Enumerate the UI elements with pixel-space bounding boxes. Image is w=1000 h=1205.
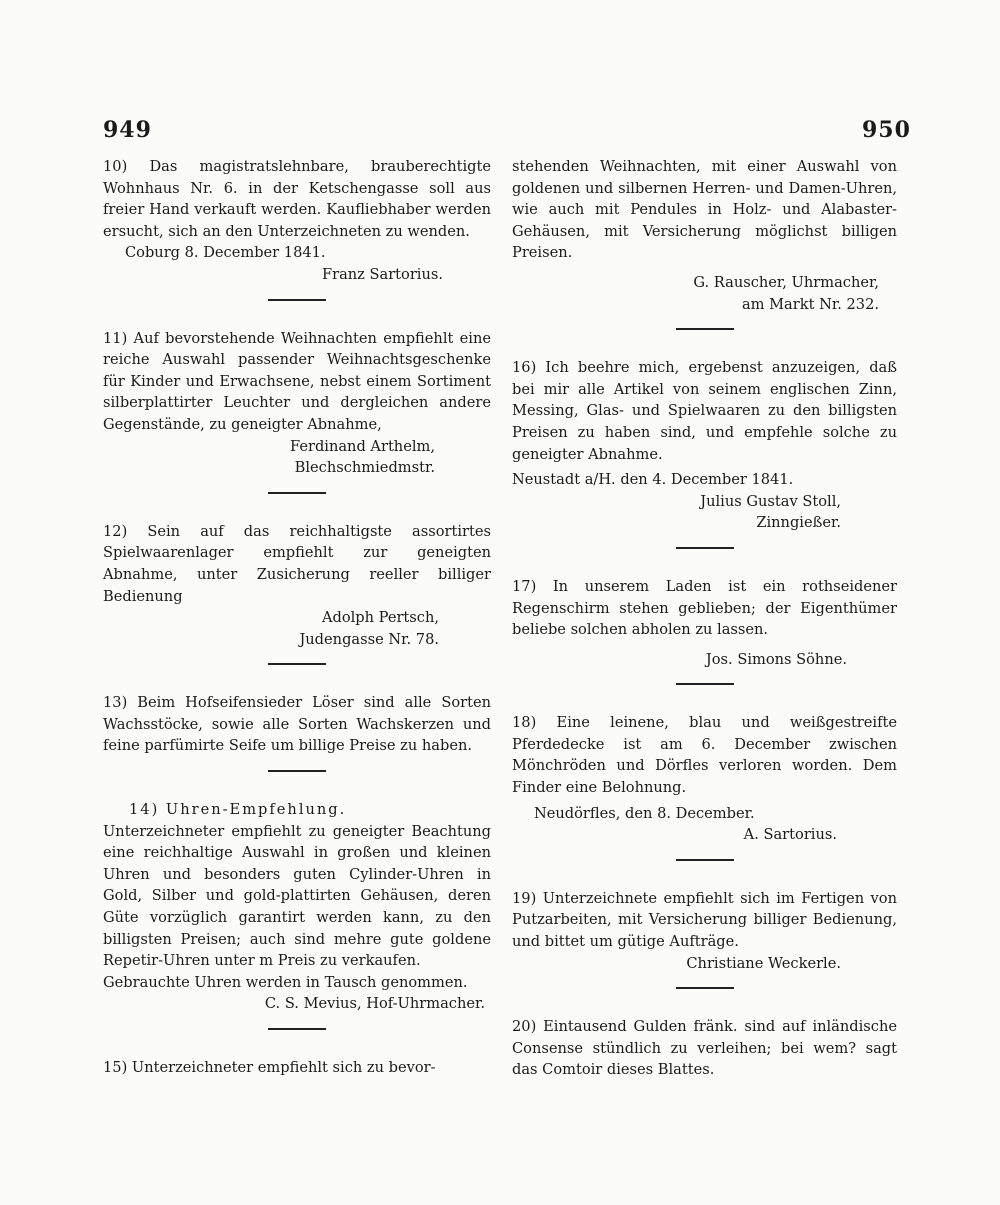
separator-rule xyxy=(268,770,326,772)
notice-18-text: 18) Eine leinene, blau und weißgestreifte Pferdedecke ist am 6. December zwischen Mönchröden und Dörfles verloren worden. Dem Finder eine Belohnung. xyxy=(512,714,897,797)
notice-16-signature: Julius Gustav Stoll, Zinngießer. xyxy=(700,492,841,532)
notice-16 xyxy=(512,357,897,534)
notice-19 xyxy=(512,888,897,974)
notice-16-text: 16) Ich beehre mich, ergebenst anzuzeigen, daß bei mir alle Artikel von seinem englischen Zinn, Messing, Glas- und Spielwaaren zu den billigsten Preisen zu haben sind, und empfehle solche zu geneigter Abnahme. xyxy=(512,359,897,463)
notice-10 xyxy=(103,156,491,286)
notice-14-text-2: Gebrauchte Uhren werden in Tausch genommen. xyxy=(103,973,468,991)
notice-10-place-date: Coburg 8. December 1841. xyxy=(125,244,326,262)
notice-10-signature: Franz Sartorius. xyxy=(321,265,443,283)
notice-16-place-date: Neustadt a/H. den 4. December 1841. xyxy=(512,471,794,489)
notice-19-signature: Christiane Weckerle. xyxy=(686,954,841,972)
notice-17 xyxy=(512,576,897,670)
separator-rule xyxy=(676,547,734,549)
separator-rule xyxy=(268,299,326,301)
notice-11-text: 11) Auf bevorstehende Weihnachten empfiehlt eine reiche Auswahl passender Weihnachtsgeschenke für Kinder und Erwachsene, nebst einem Sortiment silberplattirter Leuchter und dergleichen andere Gegenstände, zu geneigter Abnahme, xyxy=(103,329,491,433)
notice-15-start xyxy=(103,1057,491,1079)
notice-20 xyxy=(512,1016,897,1081)
separator-rule xyxy=(676,987,734,989)
separator-rule xyxy=(268,1028,326,1030)
right-column xyxy=(512,156,897,1081)
notice-12-text: 12) Sein auf das reichhaltigste assortirtes Spielwaarenlager empfiehlt zur geneigten Abnahme, unter Zusicherung reeller billiger Bedienung xyxy=(103,522,491,605)
notice-11-signature: Ferdinand Arthelm, Blechschmiedmstr. xyxy=(290,437,435,477)
notice-14-signature: C. S. Mevius, Hof-Uhrmacher. xyxy=(264,995,485,1013)
notice-15-text: stehenden Weihnachten, mit einer Auswahl von goldenen und silbernen Herren- und Damen-Uhren, wie auch mit Pendules in Holz- und Alabaster-Gehäusen, mit Versicherung möglichst billigen Preisen. xyxy=(512,158,897,262)
notice-19-text: 19) Unterzeichnete empfiehlt sich im Fertigen von Putzarbeiten, mit Versicherung billiger Bedienung, und bittet um gütige Aufträge. xyxy=(512,889,897,951)
notice-18 xyxy=(512,712,897,846)
notice-15-signature: G. Rauscher, Uhrmacher, am Markt Nr. 232. xyxy=(693,273,879,313)
separator-rule xyxy=(676,683,734,685)
separator-rule xyxy=(676,328,734,330)
notice-12 xyxy=(103,521,491,651)
left-column xyxy=(103,156,491,1079)
notice-11 xyxy=(103,328,491,479)
notice-12-signature: Adolph Pertsch, Judengasse Nr. 78. xyxy=(299,609,439,648)
notice-14-text: Unterzeichneter empfiehlt zu geneigter Beachtung eine reichhaltige Auswahl in großen und kleinen Uhren und besonders guten Cylinder-Uhren in Gold, Silber und gold-plattirten Gehäusen, deren Güte vorzüglich garantirt werden kann, zu den billigsten Preisen; auch sind mehre gute goldene Repetir-Uhren unter m Preis zu verkaufen. xyxy=(103,822,491,970)
notice-14 xyxy=(103,799,491,1015)
notice-15-continued xyxy=(512,156,897,315)
separator-rule xyxy=(268,492,326,494)
separator-rule xyxy=(268,663,326,665)
page-number-right: 950 xyxy=(862,117,911,143)
notice-14-heading: 14) Uhren-Empfehlung. xyxy=(129,801,347,819)
notice-17-signature: Jos. Simons Söhne. xyxy=(705,650,847,668)
notice-20-text: 20) Eintausend Gulden fränk. sind auf inländische Consense stündlich zu verleihen; bei wem? sagt das Comtoir dieses Blattes. xyxy=(512,1018,897,1079)
notice-13-text: 13) Beim Hofseifensieder Löser sind alle Sorten Wachsstöcke, sowie alle Sorten Wachskerzen und feine parfümirte Seife um billige Preise zu haben. xyxy=(103,694,491,755)
notice-15-start-text: 15) Unterzeichneter empfiehlt sich zu bevor- xyxy=(103,1059,436,1076)
notice-10-text: 10) Das magistratslehnbare, brauberechtigte Wohnhaus Nr. 6. in der Ketschengasse soll aus freier Hand verkauft werden. Kaufliebhaber werden ersucht, sich an den Unterzeichneten zu wenden. xyxy=(103,158,491,240)
page-number-left: 949 xyxy=(103,117,152,143)
notice-13 xyxy=(103,692,491,757)
notice-18-signature: A. Sartorius. xyxy=(743,826,837,844)
notice-18-place-date: Neudörfles, den 8. December. xyxy=(534,804,755,822)
separator-rule xyxy=(676,859,734,861)
notice-17-text: 17) In unserem Laden ist ein rothseidener Regenschirm stehen geblieben; der Eigenthümer beliebe solchen abholen zu lassen. xyxy=(512,577,897,639)
